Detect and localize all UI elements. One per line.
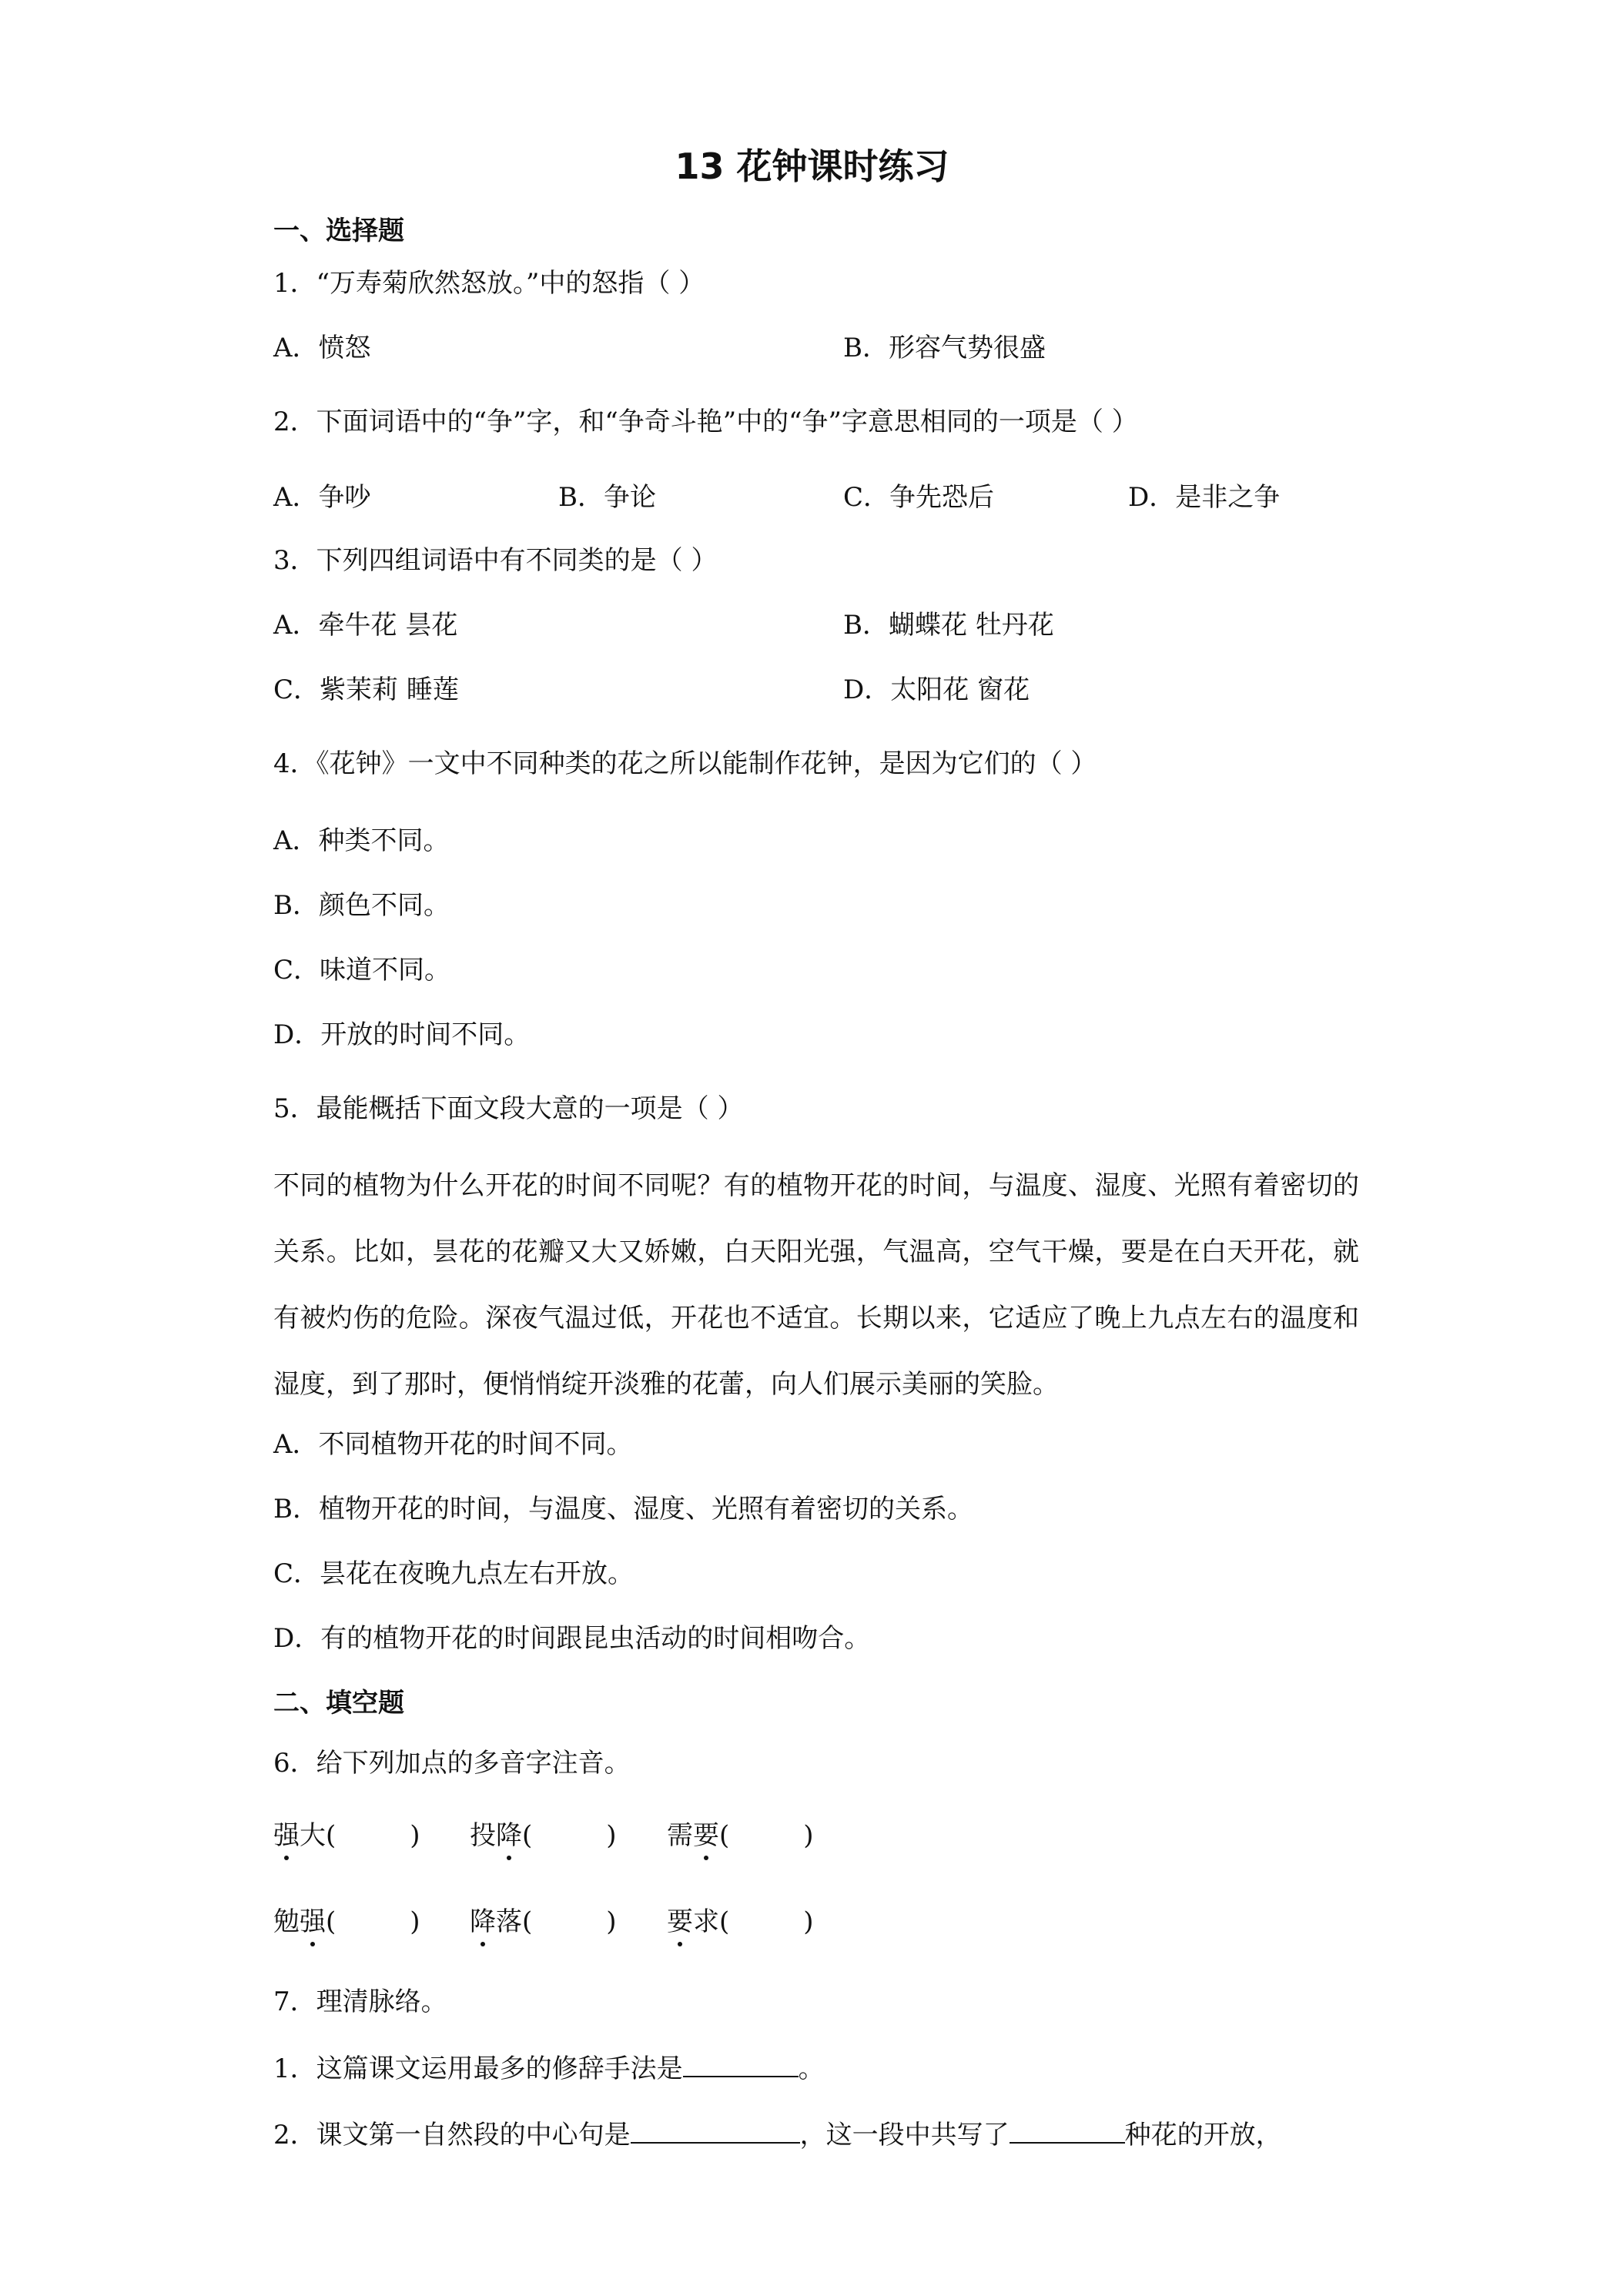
- question-4-option-a: A．种类不同。: [273, 825, 450, 856]
- section-heading-fill: 二、填空题: [273, 1688, 404, 1719]
- question-3-option-a: A．牵牛花 昙花: [273, 610, 458, 641]
- question-6-stem: 6．给下列加点的多音字注音。: [273, 1748, 631, 1779]
- question-5-option-c: C．昙花在夜晚九点左右开放。: [273, 1558, 635, 1589]
- section-heading-choice: 一、选择题: [273, 216, 404, 246]
- question-2-option-b: B．争论: [558, 482, 656, 513]
- question-7-item-2: 2．课文第一自然段的中心句是 ，这一段中共写了 种花的开放，: [273, 2117, 1282, 2152]
- question-5-option-b: B．植物开花的时间，与温度、湿度、光照有着密切的关系。: [273, 1494, 973, 1525]
- question-7-item-1: 1．这篇课文运用最多的修辞手法是 。: [273, 2051, 825, 2086]
- question-2-option-c: C．争先恐后: [843, 482, 995, 513]
- question-4-option-b: B．颜色不同。: [273, 890, 450, 921]
- question-3-stem: 3．下列四组词语中有不同类的是（ ）: [273, 545, 718, 576]
- polyphone-item: 投降( ): [470, 1820, 617, 1851]
- question-4-option-c: C．味道不同。: [273, 955, 451, 986]
- question-1-stem: 1．“万寿菊欣然怒放。”中的怒指（ ）: [273, 268, 705, 299]
- question-2-option-a: A．争吵: [273, 482, 371, 513]
- polyphone-item: 强大( ): [273, 1820, 420, 1851]
- question-1-option-b: B．形容气势很盛: [843, 333, 1046, 363]
- dotted-character: 要: [693, 1820, 719, 1851]
- answer-blank[interactable]: [1010, 2117, 1125, 2144]
- answer-blank[interactable]: [631, 2117, 800, 2144]
- dotted-character: 降: [470, 1906, 496, 1937]
- question-1-option-a: A．愤怒: [273, 333, 371, 363]
- question-2-option-d: D．是非之争: [1128, 482, 1281, 513]
- question-5-passage: 不同的植物为什么开花的时间不同呢？有的植物开花的时间，与温度、湿度、光照有着密切的关系。比如，昙花的花瓣又大又娇嫩，白天阳光强，气温高，空气干燥，要是在白天开花，就有被灼伤的危险。深夜气温过低，开花也不适宜。长期以来，它适应了晚上九点左右的温度和湿度，到了那时，便悄悄绽开淡雅的花蕾，向人们展示美丽的笑脸。: [273, 1170, 1359, 1400]
- question-3-option-b: B．蝴蝶花 牡丹花: [843, 610, 1054, 641]
- question-4-option-d: D．开放的时间不同。: [273, 1019, 531, 1050]
- question-2-stem: 2．下面词语中的“争”字，和“争奇斗艳”中的“争”字意思相同的一项是（ ）: [273, 407, 1138, 437]
- answer-blank[interactable]: [683, 2051, 799, 2077]
- dotted-character: 要: [667, 1906, 693, 1937]
- question-4-stem: 4．《花钟》一文中不同种类的花之所以能制作花钟，是因为它们的（ ）: [273, 748, 1097, 779]
- question-3-option-d: D．太阳花 窗花: [843, 674, 1030, 705]
- dotted-character: 强: [300, 1906, 326, 1937]
- dotted-character: 降: [496, 1820, 522, 1851]
- question-5-stem: 5．最能概括下面文段大意的一项是（ ）: [273, 1093, 744, 1124]
- page-title: 13 花钟课时练习: [675, 146, 949, 187]
- polyphone-item: 需要( ): [667, 1820, 814, 1851]
- polyphone-item: 降落( ): [470, 1906, 617, 1937]
- polyphone-item: 勉强( ): [273, 1906, 420, 1937]
- polyphone-item: 要求( ): [667, 1906, 814, 1937]
- question-7-stem: 7．理清脉络。: [273, 1986, 447, 2017]
- question-5-option-d: D．有的植物开花的时间跟昆虫活动的时间相吻合。: [273, 1623, 871, 1654]
- question-5-option-a: A．不同植物开花的时间不同。: [273, 1429, 633, 1460]
- question-3-option-c: C．紫茉莉 睡莲: [273, 674, 459, 705]
- dotted-character: 强: [273, 1820, 300, 1851]
